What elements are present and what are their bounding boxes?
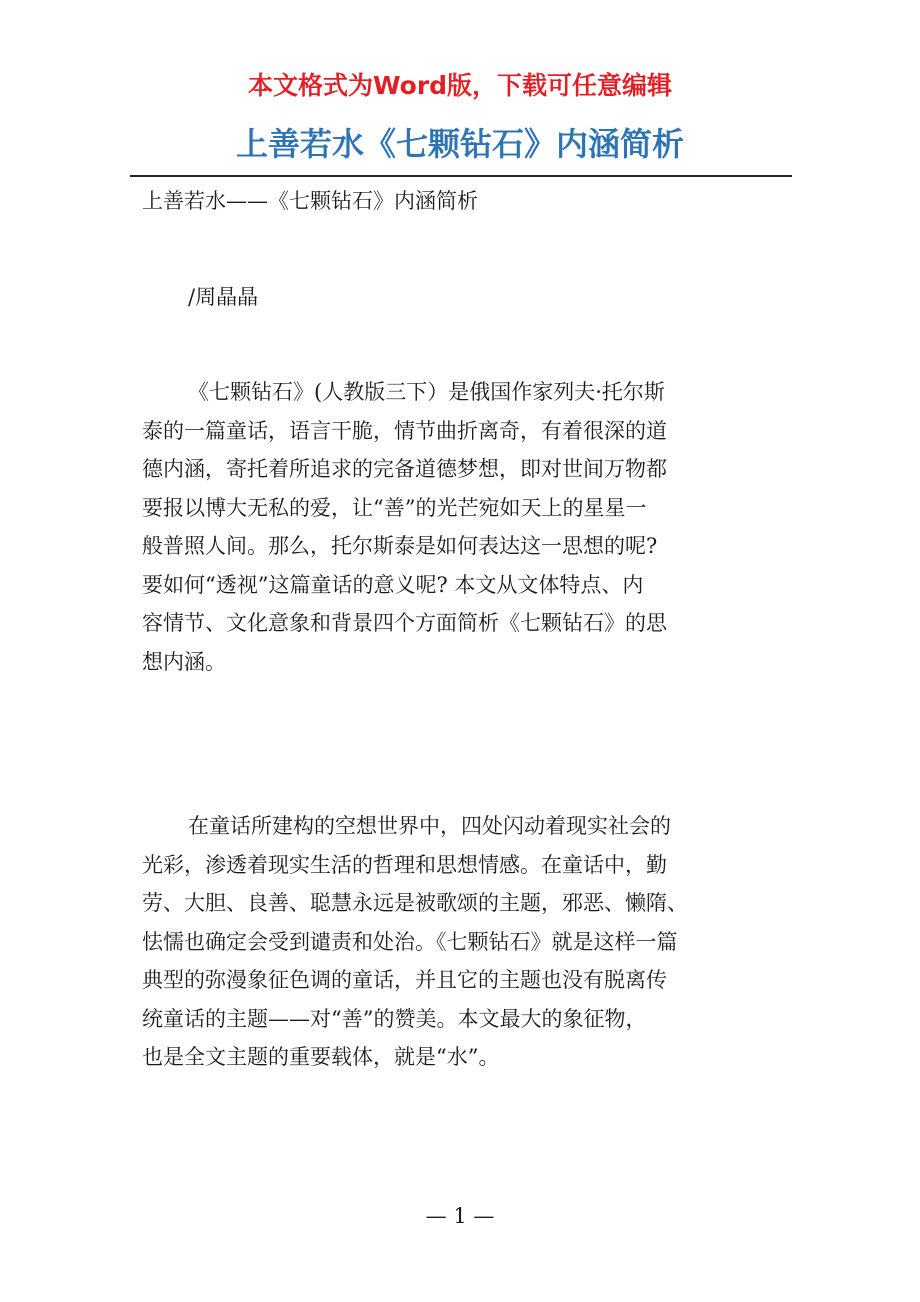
paragraph-line: 典型的弥漫象征色调的童话，并且它的主题也没有脱离传 bbox=[142, 968, 667, 992]
paragraph-2 bbox=[142, 807, 778, 1077]
author-byline: /周晶晶 bbox=[188, 285, 259, 309]
paragraph-line: 劳、大胆、良善、聪慧永远是被歌颂的主题，邪恶、懒隋、 bbox=[142, 891, 688, 915]
paragraph-line: 《七颗钻石》(人教版三下）是俄国作家列夫·托尔斯 bbox=[188, 380, 665, 404]
paragraph-line: 也是全文主题的重要载体，就是“水”。 bbox=[142, 1045, 500, 1069]
paragraph-line: 统童话的主题——对“善”的赞美。本文最大的象征物， bbox=[142, 1006, 647, 1031]
paragraph-line: 在童话所建构的空想世界中，四处闪动着现实社会的 bbox=[188, 814, 671, 838]
article-subtitle: 上善若水——《七颗钻石》内涵简析 bbox=[142, 189, 478, 213]
paragraph-line: 容情节、文化意象和背景四个方面简析《七颗钻石》的思 bbox=[142, 611, 667, 635]
page-number: — 1 — bbox=[425, 1204, 495, 1228]
paragraph-line: 泰的一篇童话，语言干脆，情节曲折离奇，有着很深的道 bbox=[142, 418, 667, 443]
paragraph-line: 德内涵，寄托着所追求的完备道德梦想，即对世间万物都 bbox=[142, 457, 667, 481]
paragraph-line: 要报以博大无私的爱，让“善”的光芒宛如天上的星星一 bbox=[142, 495, 647, 520]
format-notice-banner: 本文格式为Word版，下载可任意编辑 bbox=[247, 71, 673, 100]
paragraph-line: 般普照人间。那么，托尔斯泰是如何表达这一思想的呢? bbox=[142, 534, 658, 558]
paragraph-line: 光彩，渗透着现实生活的哲理和思想情感。在童话中，勤 bbox=[142, 852, 667, 877]
paragraph-1 bbox=[142, 373, 778, 681]
header-divider bbox=[130, 175, 792, 177]
paragraph-line: 要如何“透视”这篇童话的意义呢? 本文从文体特点、内 bbox=[142, 572, 644, 597]
paragraph-line: 想内涵。 bbox=[142, 649, 226, 674]
document-title: 上善若水《七颗钻石》内涵简析 bbox=[235, 125, 684, 163]
paragraph-line: 怯懦也确定会受到谴责和处治。《七颗钻石》就是这样一篇 bbox=[142, 929, 678, 954]
